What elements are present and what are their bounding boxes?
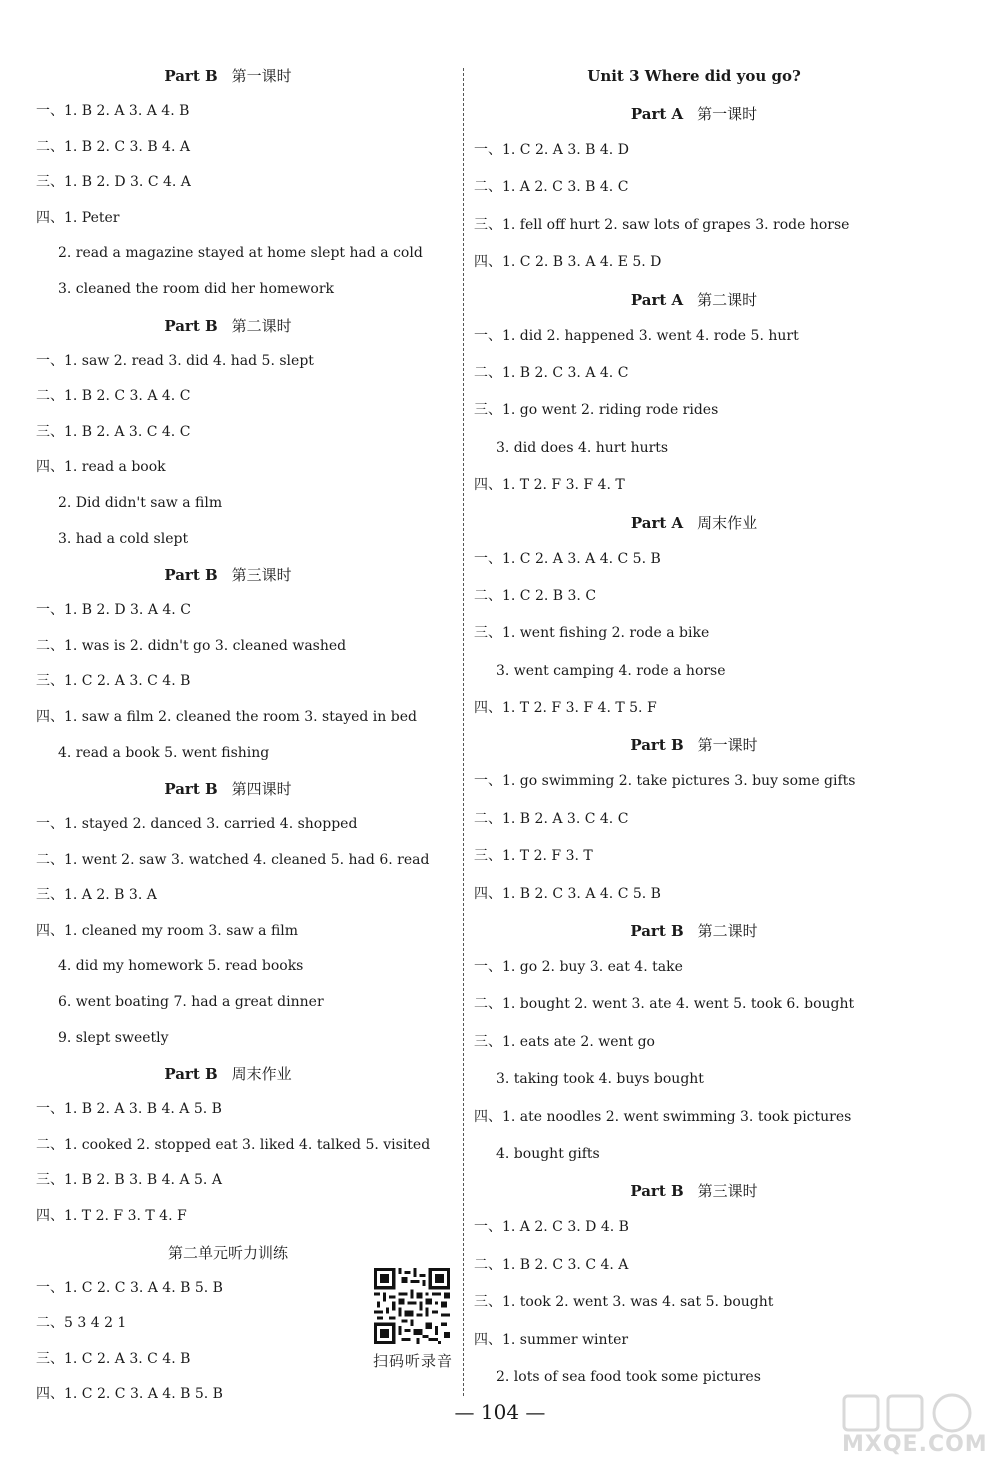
section-heading	[36, 308, 456, 344]
answer-line: 4. bought gifts	[496, 1145, 600, 1162]
answer-line: 四、1. saw a film 2. cleaned the room 3. stayed in bed	[36, 708, 417, 725]
answer-line: 三、1. B 2. D 3. C 4. A	[36, 174, 191, 191]
answer-line: 四、1. read a book	[36, 459, 166, 476]
answer-line: 一、1. B 2. A 3. B 4. A 5. B	[36, 1101, 222, 1118]
answer-line: 四、1. T 2. F 3. F 4. T	[474, 477, 625, 494]
section-part: Part A	[630, 290, 684, 309]
answer-line: 三、1. C 2. A 3. C 4. B	[36, 673, 191, 690]
answer-line: 二、1. B 2. C 3. C 4. A	[474, 1256, 629, 1273]
section-part: Part B	[630, 736, 684, 755]
answer-line: 二、1. B 2. C 3. A 4. C	[36, 388, 191, 405]
answer-line: 二、1. cooked 2. stopped eat 3. liked 4. talked 5. visited	[36, 1136, 431, 1153]
answer-line: 三、1. A 2. B 3. A	[36, 887, 157, 904]
section-lesson: 第三课时	[231, 566, 292, 585]
answer-line: 四、1. Peter	[36, 209, 120, 226]
answer-line: 三、1. fell off hurt 2. saw lots of grapes 3. rode horse	[474, 216, 850, 233]
answer-line: 三、1. B 2. A 3. C 4. C	[36, 423, 191, 440]
answer-line: 四、1. cleaned my room 3. saw a film	[36, 922, 299, 939]
section-part: Part A	[630, 513, 684, 532]
section-part: Part B	[164, 316, 218, 335]
answer-line: 3. went camping 4. rode a horse	[496, 662, 726, 679]
answer-line: 二、1. C 2. B 3. C	[474, 587, 597, 604]
section-heading	[36, 557, 456, 593]
section-lesson: 第四课时	[231, 780, 292, 799]
section-lesson: 周末作业	[231, 1065, 292, 1084]
answer-line: 二、5 3 4 2 1	[36, 1315, 127, 1332]
section-lesson: 第二课时	[697, 922, 758, 941]
left-column	[36, 58, 456, 1413]
section-part: Part B	[630, 922, 684, 941]
watermark-logo	[840, 1392, 990, 1462]
section-heading	[36, 1235, 456, 1271]
section-lesson: 周末作业	[697, 513, 758, 532]
answer-line: 一、1. C 2. A 3. B 4. D	[474, 142, 629, 158]
section-lesson: 第二课时	[231, 316, 292, 335]
column-divider	[463, 68, 464, 1396]
section-heading	[474, 96, 964, 132]
section-heading	[36, 58, 456, 94]
answer-line: 四、1. C 2. C 3. A 4. B 5. B	[36, 1386, 223, 1403]
answer-line: 9. slept sweetly	[58, 1029, 169, 1046]
section-lesson: 第三课时	[697, 1182, 758, 1201]
answer-line: 三、1. went fishing 2. rode a bike	[474, 625, 710, 642]
answer-line: 四、1. summer winter	[474, 1331, 629, 1348]
answer-line: 一、1. go 2. buy 3. eat 4. take	[474, 959, 683, 976]
answer-line: 二、1. B 2. A 3. C 4. C	[474, 810, 629, 827]
section-lesson: 第二单元听力训练	[167, 1243, 288, 1262]
answer-line: 三、1. B 2. B 3. B 4. A 5. A	[36, 1172, 222, 1189]
answer-line: 三、1. T 2. F 3. T	[474, 848, 593, 865]
section-part: Part B	[164, 566, 218, 585]
answer-line: 一、1. go swimming 2. take pictures 3. buy some gifts	[474, 773, 856, 790]
answer-line: 四、1. ate noodles 2. went swimming 3. took pictures	[474, 1108, 852, 1125]
answer-line: 四、1. C 2. B 3. A 4. E 5. D	[474, 254, 662, 271]
qr-code-icon[interactable]	[374, 1268, 450, 1344]
answer-line: 3. did does 4. hurt hurts	[496, 439, 669, 456]
answer-line: 二、1. B 2. C 3. A 4. C	[474, 364, 629, 381]
section-part: Part B	[164, 67, 218, 85]
answer-line: 二、1. was is 2. didn't go 3. cleaned washed	[36, 637, 347, 654]
answer-line: 3. cleaned the room did her homework	[58, 280, 335, 297]
answer-line: 2. Did didn't saw a film	[58, 494, 223, 511]
answer-line: 3. taking took 4. buys bought	[496, 1071, 704, 1088]
answer-line: 三、1. took 2. went 3. was 4. sat 5. bought	[474, 1294, 774, 1311]
answer-line: 4. did my homework 5. read books	[58, 958, 304, 975]
section-heading	[36, 1056, 456, 1092]
answer-line: 一、1. stayed 2. danced 3. carried 4. shopped	[36, 816, 358, 833]
section-part: Part B	[164, 1065, 218, 1084]
answer-line: 四、1. T 2. F 3. F 4. T 5. F	[474, 700, 657, 717]
answer-line: 三、1. eats ate 2. went go	[474, 1033, 655, 1050]
section-part: Part B	[630, 1182, 684, 1201]
section-lesson: 第一课时	[231, 67, 292, 85]
section-heading	[474, 913, 964, 949]
section-heading	[474, 282, 964, 318]
answer-line: 二、1. B 2. C 3. B 4. A	[36, 138, 190, 155]
answer-line: 2. lots of sea food took some pictures	[496, 1368, 761, 1385]
section-heading	[474, 1173, 964, 1209]
answer-line: 三、1. C 2. A 3. C 4. B	[36, 1350, 191, 1367]
section-lesson: 第二课时	[697, 290, 758, 309]
section-part: Part A	[630, 105, 684, 123]
watermark-text: MXQE.COM	[842, 1432, 988, 1457]
section-lesson: 第一课时	[697, 736, 758, 755]
section-lesson: 第一课时	[697, 105, 758, 123]
page-number: — 104 —	[454, 1400, 546, 1424]
answer-line: 三、1. go went 2. riding rode rides	[474, 402, 719, 419]
answer-line: 一、1. B 2. A 3. A 4. B	[36, 103, 190, 119]
answer-line: 3. had a cold slept	[58, 530, 189, 547]
answer-line: 一、1. saw 2. read 3. did 4. had 5. slept	[36, 352, 314, 369]
answer-line: 四、1. B 2. C 3. A 4. C 5. B	[474, 885, 661, 902]
answer-line: 四、1. T 2. F 3. T 4. F	[36, 1208, 187, 1225]
answer-line: 一、1. C 2. A 3. A 4. C 5. B	[474, 550, 661, 567]
section-heading	[36, 771, 456, 807]
unit-title: Unit 3 Where did you go?	[587, 67, 801, 85]
answer-line: 2. read a magazine stayed at home slept had a cold	[58, 245, 423, 262]
answer-line: 二、1. A 2. C 3. B 4. C	[474, 179, 629, 196]
answer-line: 4. read a book 5. went fishing	[58, 744, 270, 761]
answer-line: 二、1. bought 2. went 3. ate 4. went 5. took 6. bought	[474, 996, 855, 1013]
answer-line: 一、1. C 2. C 3. A 4. B 5. B	[36, 1279, 223, 1296]
answer-line: 6. went boating 7. had a great dinner	[58, 994, 324, 1011]
qr-caption: 扫码听录音	[372, 1352, 453, 1370]
answer-line: 一、1. did 2. happened 3. went 4. rode 5. hurt	[474, 327, 799, 344]
right-column	[474, 58, 964, 1396]
section-part: Part B	[164, 780, 218, 799]
section-heading	[474, 727, 964, 763]
answer-line: 二、1. went 2. saw 3. watched 4. cleaned 5. had 6. read	[36, 851, 430, 868]
answer-line: 一、1. A 2. C 3. D 4. B	[474, 1219, 629, 1236]
section-heading	[474, 505, 964, 541]
answer-line: 一、1. B 2. D 3. A 4. C	[36, 602, 191, 619]
